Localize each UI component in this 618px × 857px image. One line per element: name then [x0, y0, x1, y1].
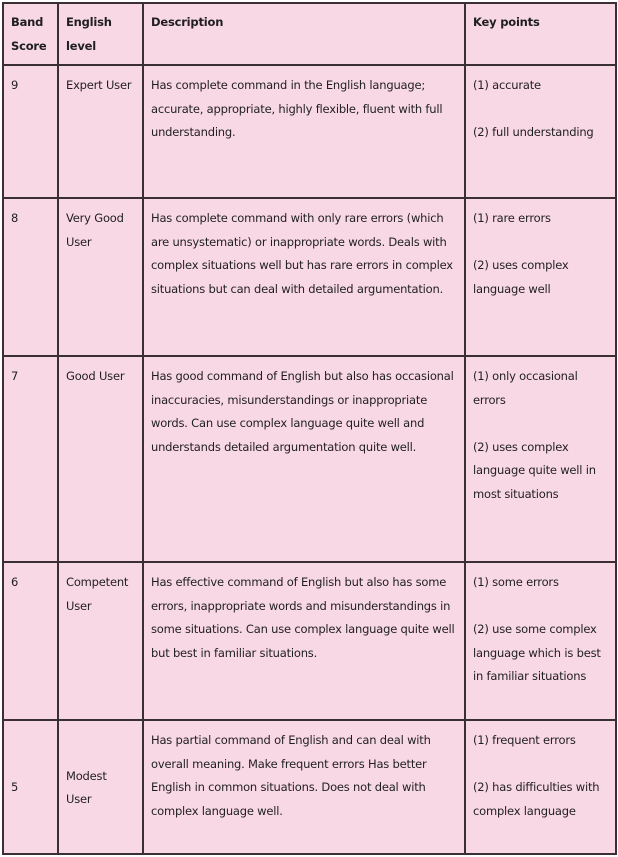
band-score-cell: 6	[3, 562, 58, 720]
band-score-table	[2, 2, 617, 855]
table-header-row	[3, 3, 616, 65]
band-score-cell: 5	[3, 720, 58, 854]
english-level-cell: Modest User	[58, 720, 143, 854]
description-cell: Has effective command of English but also has some errors, inappropriate words and misunderstandings in some situations. Can use complex language quite well but best in familiar situations.	[143, 562, 465, 720]
key-points-cell	[465, 65, 616, 198]
key-point: (1) some errors	[473, 575, 559, 589]
key-point: (2) has difficulties with complex language	[473, 780, 600, 818]
key-point: (1) frequent errors	[473, 733, 576, 747]
key-points-cell	[465, 720, 616, 854]
key-point-spacer	[473, 231, 608, 255]
description-cell: Has partial command of English and can deal with overall meaning. Make frequent errors Has better English in common situations. Does not deal with complex language well.	[143, 720, 465, 854]
key-point: (2) full understanding	[473, 125, 594, 139]
header-english-level: English level	[58, 3, 143, 65]
key-points-cell	[465, 356, 616, 562]
key-point-spacer	[473, 753, 608, 777]
table-row	[3, 356, 616, 562]
band-score-cell: 8	[3, 198, 58, 356]
english-level-cell: Expert User	[58, 65, 143, 198]
english-level-cell: Very Good User	[58, 198, 143, 356]
header-description: Description	[143, 3, 465, 65]
key-point: (2) uses complex language well	[473, 258, 569, 296]
key-point: (2) use some complex language which is best in familiar situations	[473, 622, 601, 683]
key-point: (1) only occasional errors	[473, 369, 578, 407]
description-cell: Has good command of English but also has occasional inaccuracies, misunderstandings or inappropriate words. Can use complex language quite well and understands detailed argumentation quite well.	[143, 356, 465, 562]
key-point: (1) rare errors	[473, 211, 551, 225]
table-row	[3, 65, 616, 198]
key-point: (2) uses complex language quite well in most situations	[473, 439, 596, 501]
description-cell: Has complete command in the English language; accurate, appropriate, highly flexible, fluent with full understanding.	[143, 65, 465, 198]
table-row	[3, 562, 616, 720]
key-point-spacer	[473, 412, 608, 436]
description-cell: Has complete command with only rare errors (which are unsystematic) or inappropriate words. Deals with complex situations well but has rare errors in complex situations but can deal with detailed argumentation.	[143, 198, 465, 356]
english-level-cell: Competent User	[58, 562, 143, 720]
table-row	[3, 720, 616, 854]
key-point-spacer	[473, 595, 608, 619]
key-points-cell	[465, 198, 616, 356]
key-point-spacer	[473, 98, 608, 122]
key-point: (1) accurate	[473, 78, 541, 92]
band-score-cell: 7	[3, 356, 58, 562]
header-key-points: Key points	[465, 3, 616, 65]
key-points-cell	[465, 562, 616, 720]
band-score-cell: 9	[3, 65, 58, 198]
header-band-score: Band Score	[3, 3, 58, 65]
english-level-cell: Good User	[58, 356, 143, 562]
table-row	[3, 198, 616, 356]
